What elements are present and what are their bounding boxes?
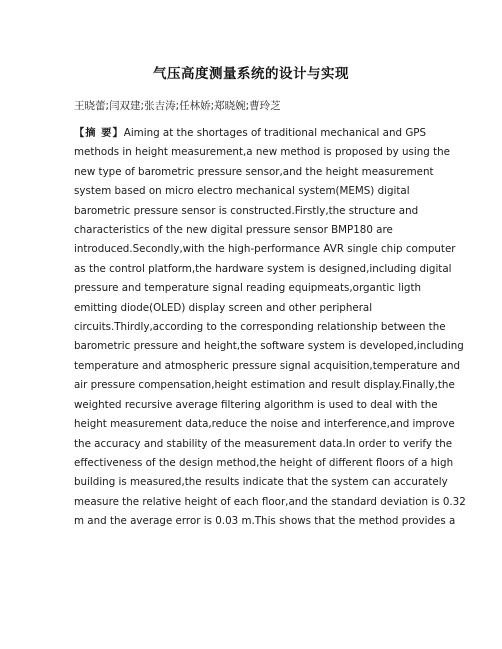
abstract-line: introduced.Secondly,with the high-performance AVR single chip computer [74, 243, 456, 256]
abstract-line: the accuracy and stability of the measurement data.In order to verify the [74, 437, 453, 450]
abstract-line: height measurement data,reduce the noise and interference,and improve [74, 418, 455, 431]
abstract-line: air pressure compensation,height estimation and result display.Finally,the [74, 379, 455, 392]
abstract-text: Aiming at the shortages of traditional mechanical and GPS [123, 127, 427, 139]
abstract-line: measure the relative height of each floor,and the standard deviation is 0.32 [74, 495, 466, 508]
abstract-line: characteristics of the new digital pressure sensor BMP180 are [74, 224, 393, 237]
abstract-line [74, 124, 434, 143]
abstract-line: pressure and temperature signal reading equipmeats,organtic ligth [74, 282, 422, 295]
abstract-line: temperature and atmospheric pressure signal acquisition,temperature and [74, 359, 461, 372]
abstract-line: system based on micro electro mechanical system(MEMS) digital [74, 185, 410, 198]
abstract-line: effectiveness of the design method,the height of different floors of a high [74, 456, 454, 469]
abstract-line: new type of barometric pressure sensor,and the height measurement [74, 165, 434, 178]
abstract-line: emitting diode(OLED) display screen and other peripheral [74, 301, 373, 314]
abstract-line: barometric pressure sensor is constructed.Firstly,the structure and [74, 204, 419, 217]
abstract-line: m and the average error is 0.03 m.This shows that the method provides a [74, 515, 456, 528]
abstract-line: methods in height measurement,a new method is proposed by using the [74, 146, 451, 159]
paper-authors: 王晓蕾;闫双建;张吉涛;任林娇;郑晓婉;曹玲芝 [74, 100, 281, 112]
abstract-block [74, 124, 466, 532]
abstract-line: circuits.Thirdly,according to the corresponding relationship between the [74, 321, 446, 334]
paper-title: 气压高度测量系统的设计与实现 [153, 66, 349, 82]
abstract-line: barometric pressure and height,the software system is developed,including [74, 340, 464, 353]
abstract-line: as the control platform,the hardware system is designed,including digital [74, 262, 452, 275]
abstract-line: building is measured,the results indicate that the system can accurately [74, 476, 448, 489]
abstract-label: 【摘 要】 [74, 127, 124, 139]
abstract-line: weighted recursive average filtering algorithm is used to deal with the [74, 398, 438, 411]
